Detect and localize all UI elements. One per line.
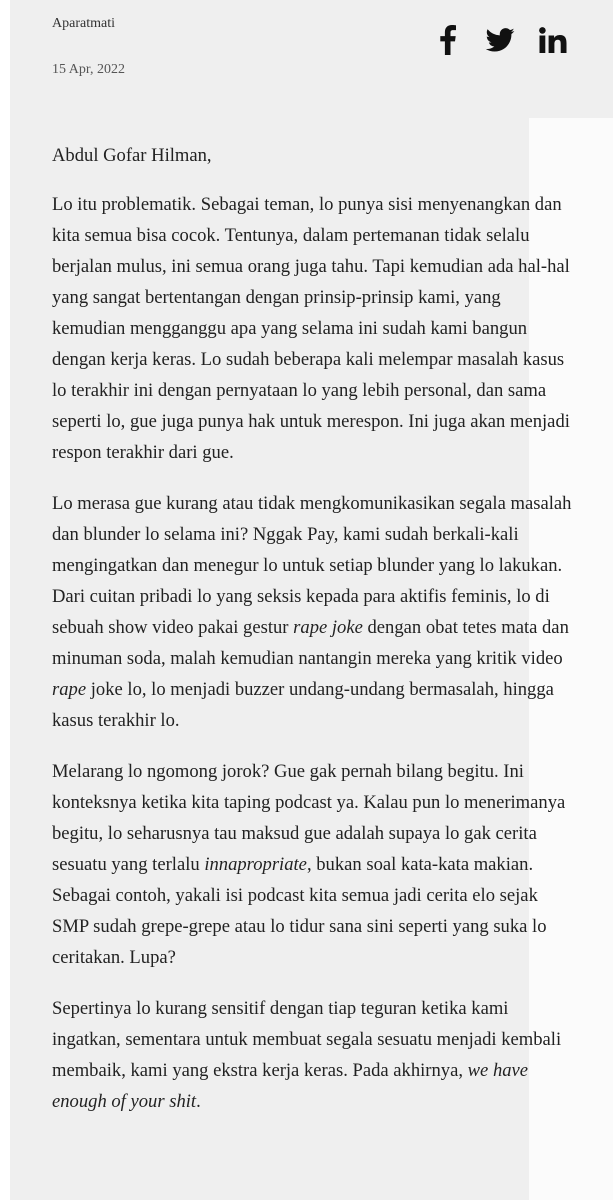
paragraph-3-emphasis-1: innapropriate [204,854,307,875]
paragraph-3-text-b: , bukan soal kata-kata makian. Sebagai contoh, yakali isi podcast kita semua jadi cerita elo sejak SMP sudah grepe-grepe atau lo tidur sana sini seperti yang suka lo ceritakan. Lupa? [52,854,547,968]
paragraph-2-text-c: joke lo, lo menjadi buzzer undang-undang bermasalah, hingga kasus terakhir lo. [52,679,554,731]
linkedin-icon [539,27,567,53]
paragraph-3 [52,756,572,973]
author-name: Aparatmati [52,16,115,31]
paragraph-2-text-a: Lo merasa gue kurang atau tidak mengkomunikasikan segala masalah dan blunder lo selama ini? Nggak Pay, kami sudah berkali-kali mengingatkan dan menegur lo untuk setiap blunder yang lo lakukan. Dari cuitan pribadi lo yang seksis kepada para aktifis feminis, lo di sebuah show video pakai gestur [52,493,572,638]
paragraph-4-emphasis-1: we have enough of your shit [52,1060,529,1112]
paragraph-2 [52,488,572,736]
paragraph-4-text-a: Sepertinya lo kurang sensitif dengan tiap teguran ketika kami ingatkan, sementara untuk membuat segala sesuatu menjadi kembali membaik, kami yang ekstra kerja keras. Pada akhirnya, [52,998,562,1081]
paragraph-2-emphasis-2: rape [52,679,87,700]
facebook-share-button[interactable] [436,24,460,56]
letter-content [52,140,572,1137]
twitter-icon [485,28,515,52]
twitter-share-button[interactable] [484,24,516,56]
publish-date: 15 Apr, 2022 [52,62,125,77]
left-margin [0,0,10,1200]
paragraph-4 [52,993,572,1117]
facebook-icon [440,25,456,55]
linkedin-share-button[interactable] [537,24,569,56]
paragraph-2-text-b: dengan obat tetes mata dan minuman soda, malah kemudian nantangin mereka yang kritik video [52,617,569,669]
letter-salutation: Abdul Gofar Hilman, [52,145,212,166]
paragraph-1: Lo itu problematik. Sebagai teman, lo punya sisi menyenangkan dan kita semua bisa cocok. Tentunya, dalam pertemanan tidak selalu berjalan mulus, ini semua orang juga tahu. Tapi kemudian ada hal-hal yang sangat bertentangan dengan prinsip-prinsip kami, yang kemudian mengganggu apa yang selama ini sudah kami bangun dengan kerja keras. Lo sudah beberapa kali melempar masalah kasus lo terakhir ini dengan pernyataan lo yang lebih personal, dan sama seperti lo, gue juga punya hak untuk merespon. Ini juga akan menjadi respon terakhir dari gue. [52,194,570,463]
paragraph-4-text-b: . [196,1091,201,1112]
paragraph-2-emphasis-1: rape joke [293,617,363,638]
paragraph-3-text-a: Melarang lo ngomong jorok? Gue gak pernah bilang begitu. Ini konteksnya ketika kita taping podcast ya. Kalau pun lo menerimanya begitu, lo seharusnya tau maksud gue adalah supaya lo gak cerita sesuatu yang terlalu [52,761,566,875]
